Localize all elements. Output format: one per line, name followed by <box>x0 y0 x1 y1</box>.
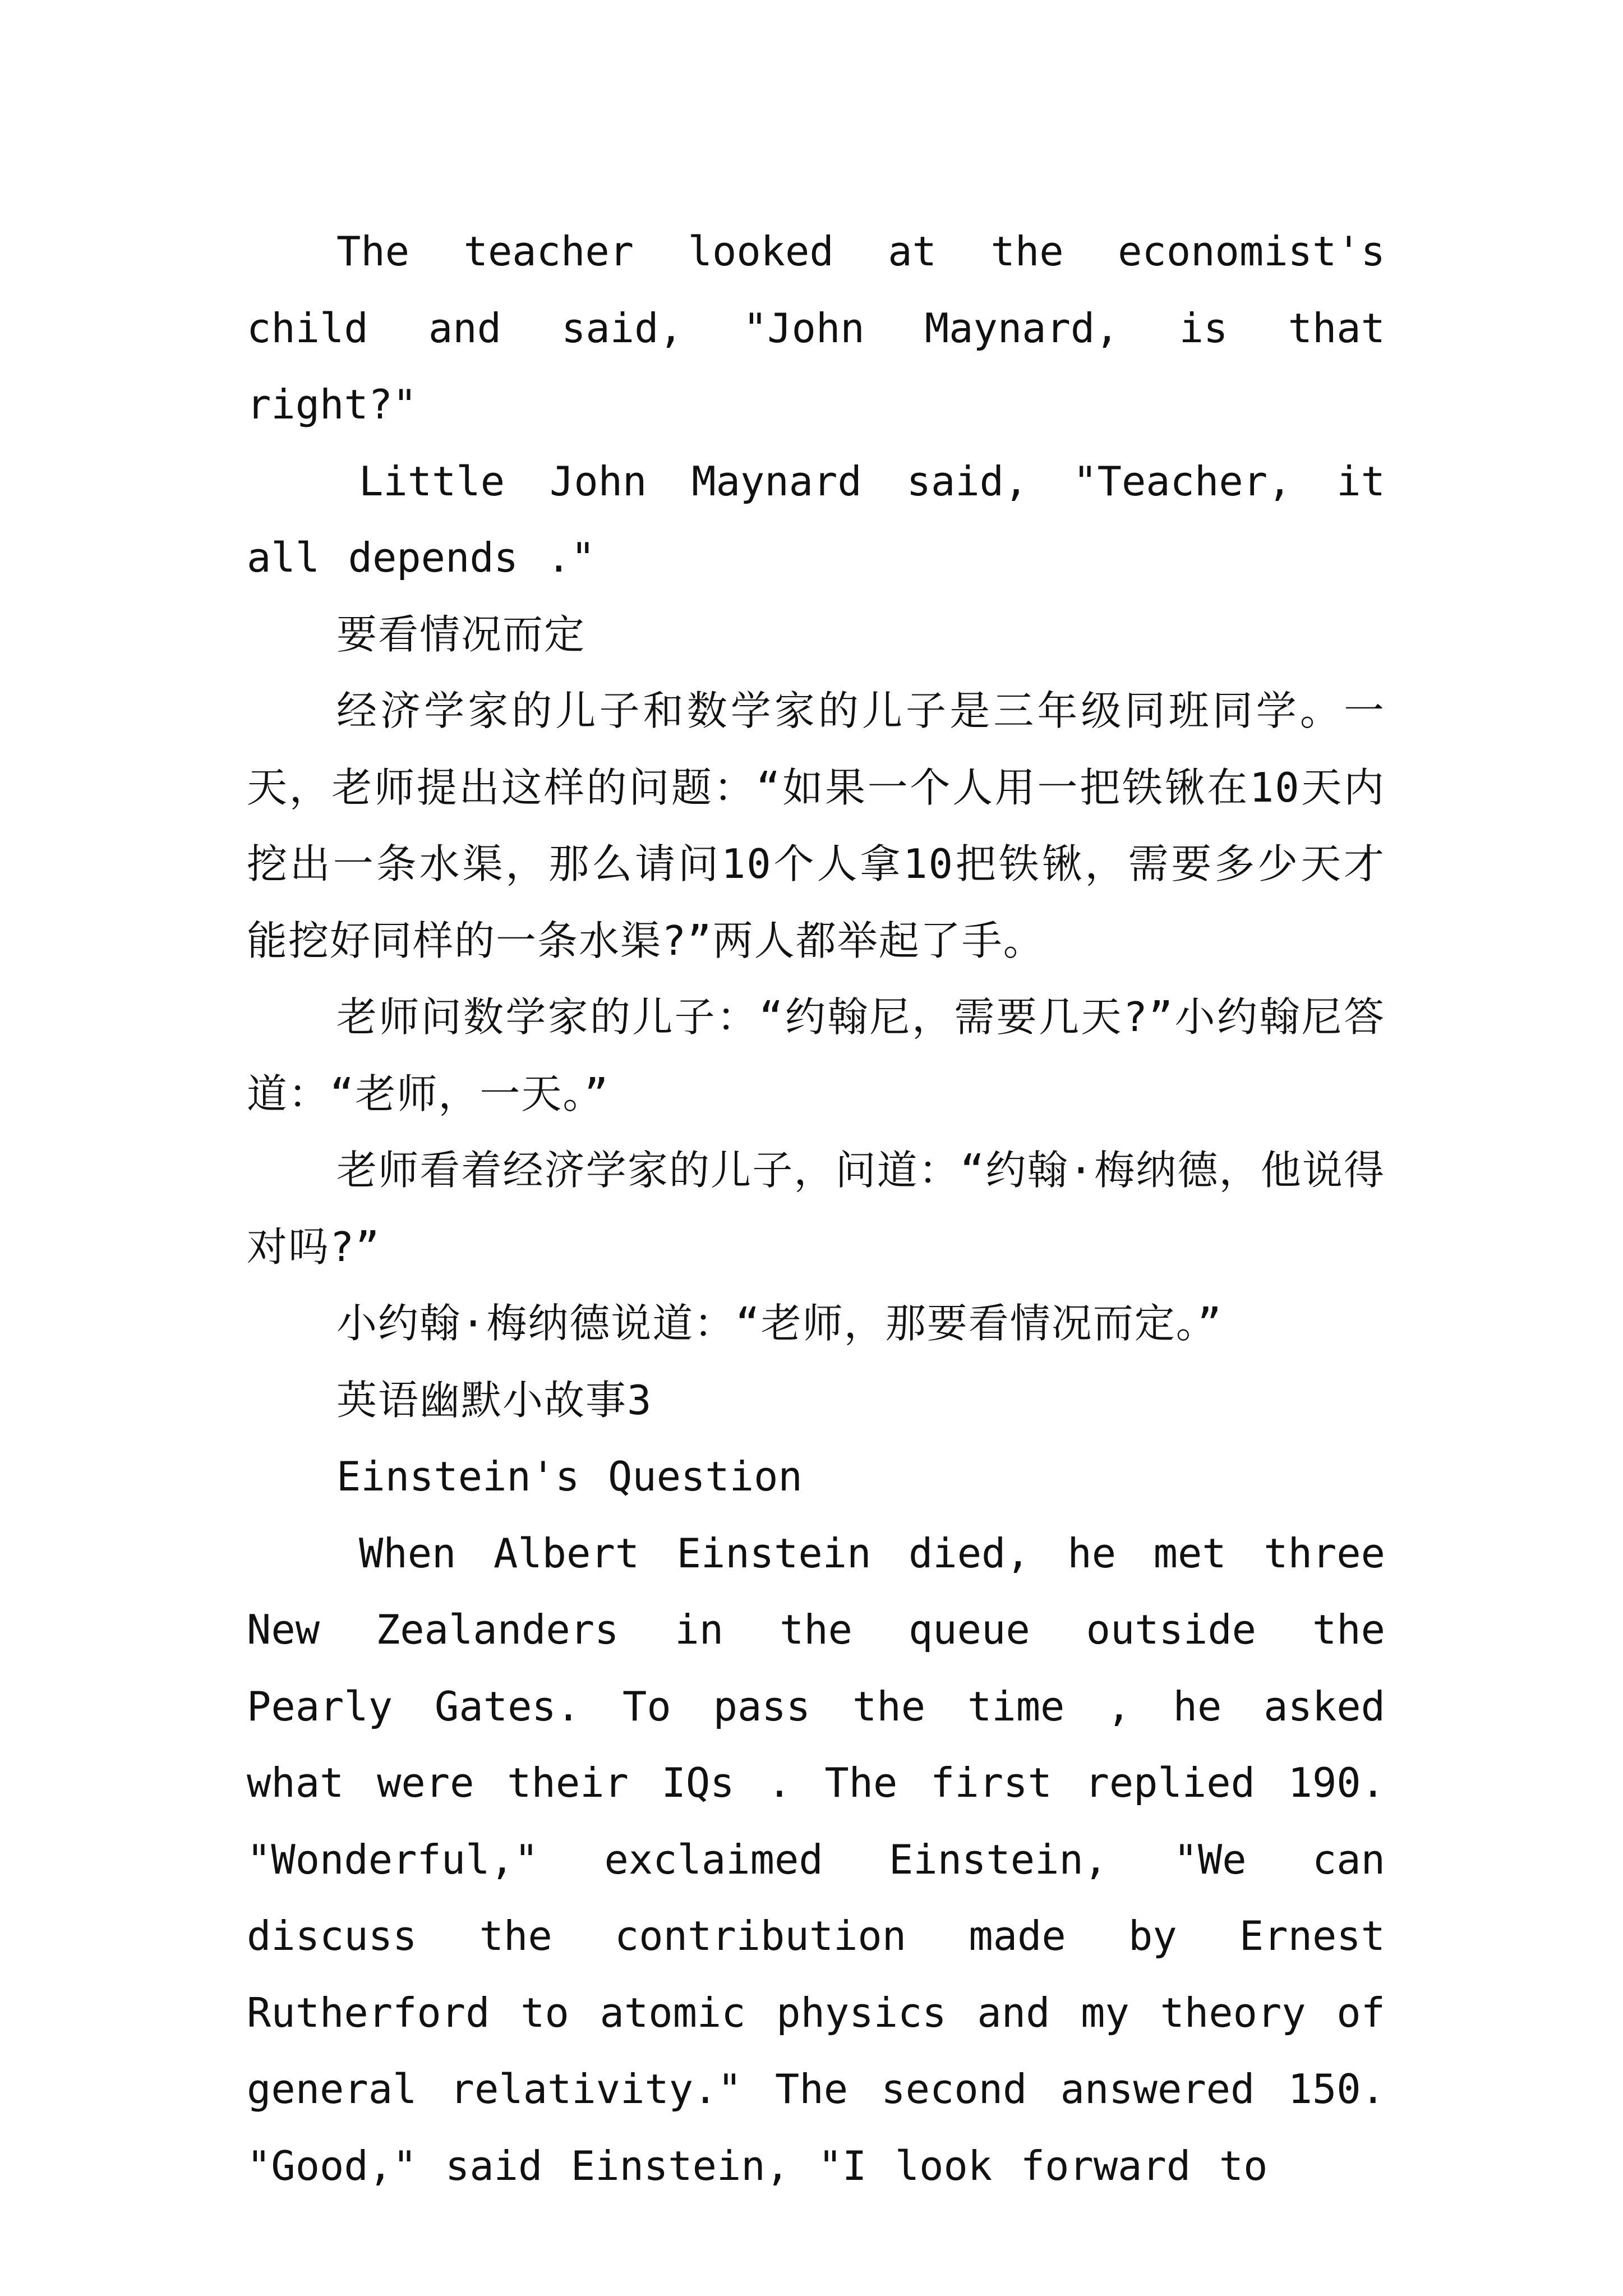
paragraph-teacher-asks-maynard: 老师看着经济学家的儿子，问道：“约翰·梅纳德，他说得对吗?” <box>247 1147 1385 1271</box>
paragraph-einstein-story: When Albert Einstein died, he met three New Zealanders in the queue outside the Pearly Gates. To pass the time , he asked what were their IQs . The first replied 190. "Wonderful," exclaimed Einstein, "We can discuss the contribution made by Ernest Rutherford to atomic physics and my theory of general relativity." The second answered 150. "Good," said Einstein, "I look forward to <box>247 1529 1385 2189</box>
section-title-it-depends: 要看情况而定 <box>336 610 586 658</box>
paragraph-little-john-maynard: Little John Maynard said, "Teacher, it all depends ." <box>247 457 1385 581</box>
section-title-humor-story-3: 英语幽默小故事3 <box>336 1376 653 1424</box>
paragraph-classmates-question: 经济学家的儿子和数学家的儿子是三年级同班同学。一天，老师提出这样的问题：“如果一个人用一把铁锹在10天内挖出一条水渠，那么请问10个人拿10把铁锹，需要多少天才能挖好同样的一条水渠?”两人都举起了手。 <box>247 687 1385 964</box>
story-title-einsteins-question: Einstein's Question <box>336 1453 803 1500</box>
paragraph-teacher-looked: The teacher looked at the economist's child and said, "John Maynard, is that right?" <box>247 228 1385 428</box>
paragraph-teacher-asks-johnny: 老师问数学家的儿子：“约翰尼，需要几天?”小约翰尼答道：“老师，一天。” <box>247 993 1385 1117</box>
document-body <box>247 213 1385 2204</box>
paragraph-maynard-answer: 小约翰·梅纳德说道：“老师，那要看情况而定。” <box>336 1300 1223 1347</box>
